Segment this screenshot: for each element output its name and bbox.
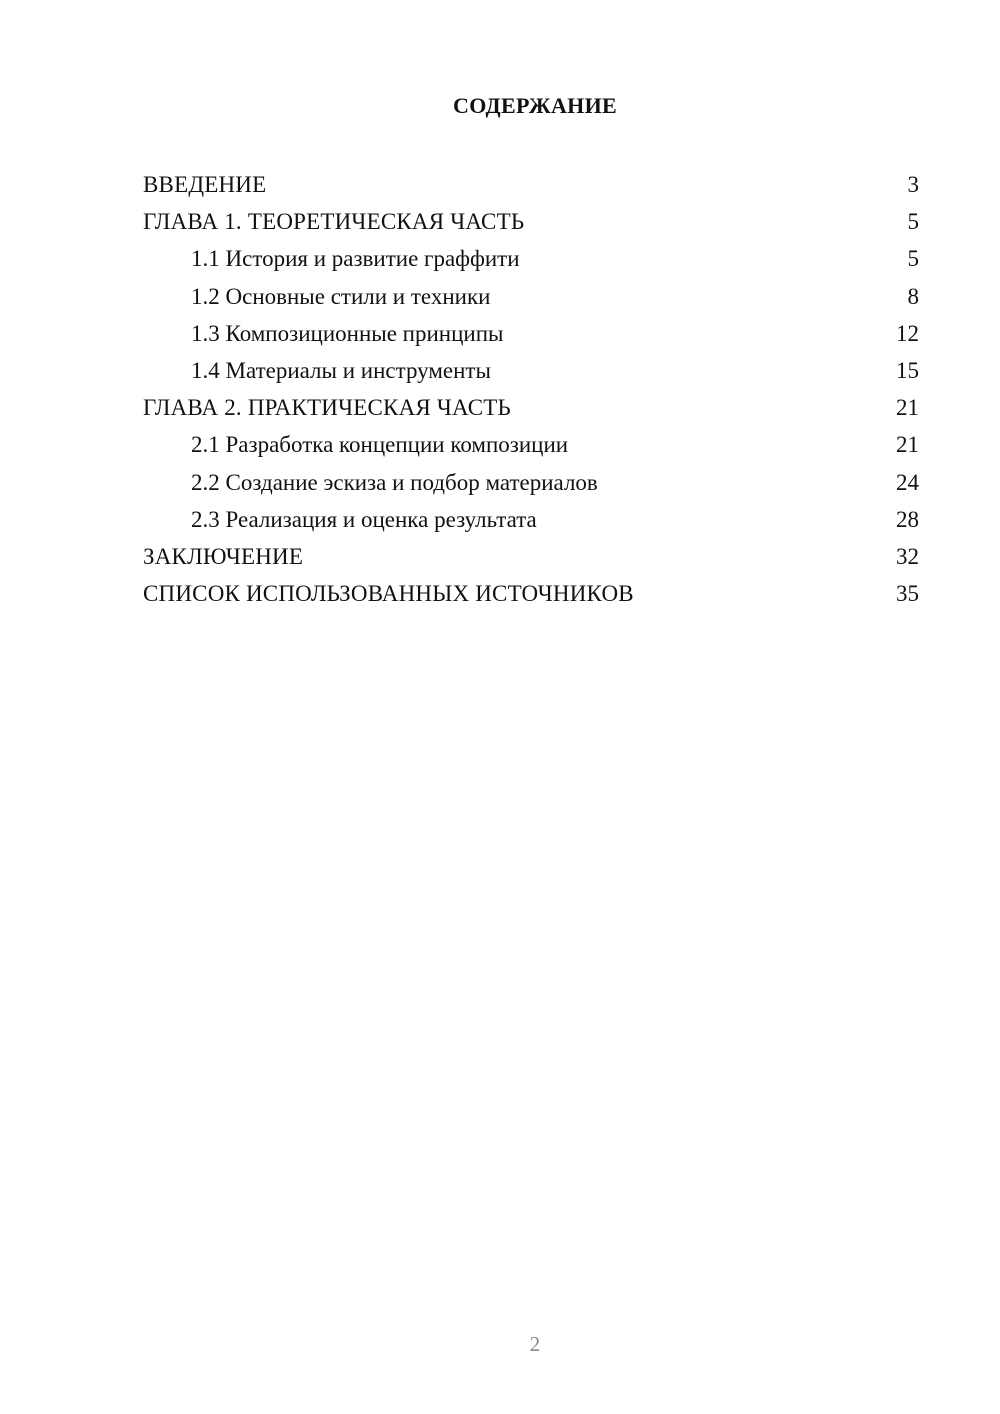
toc-entry-label: 1.3 Композиционные принципы <box>191 320 504 346</box>
toc-entry-page: 8 <box>907 283 919 309</box>
toc-entry-page: 28 <box>896 506 919 532</box>
toc-entry-section-1-4[interactable] <box>143 352 919 389</box>
toc-entry-label: ЗАКЛЮЧЕНИЕ <box>143 543 304 569</box>
toc-entry-label: 2.2 Создание эскиза и подбор материалов <box>191 469 598 495</box>
toc-entry-page: 24 <box>896 469 919 495</box>
toc-entry-section-1-3[interactable] <box>143 315 919 352</box>
table-of-contents <box>143 166 919 612</box>
toc-entry-page: 21 <box>896 395 919 421</box>
page-number: 2 <box>529 1332 541 1356</box>
toc-entry-introduction[interactable] <box>143 166 919 203</box>
toc-entry-section-2-2[interactable] <box>143 464 919 501</box>
toc-entry-label: 2.3 Реализация и оценка результата <box>191 506 537 532</box>
toc-entry-section-1-1[interactable] <box>143 240 919 277</box>
toc-entry-references[interactable] <box>143 575 919 612</box>
page-title: СОДЕРЖАНИЕ <box>453 93 617 118</box>
toc-entry-chapter-2[interactable] <box>143 389 919 426</box>
toc-entry-page: 5 <box>907 246 919 272</box>
toc-entry-page: 3 <box>907 172 919 197</box>
toc-entry-section-2-3[interactable] <box>143 501 919 538</box>
toc-entry-conclusion[interactable] <box>143 538 919 575</box>
toc-entry-page: 5 <box>907 209 919 235</box>
toc-entry-section-2-1[interactable] <box>143 426 919 463</box>
toc-entry-chapter-1[interactable] <box>143 203 919 240</box>
toc-entry-label: ГЛАВА 2. ПРАКТИЧЕСКАЯ ЧАСТЬ <box>143 395 511 421</box>
toc-entry-page: 35 <box>896 581 919 607</box>
toc-entry-section-1-2[interactable] <box>143 278 919 315</box>
toc-entry-label: 1.1 История и развитие граффити <box>191 246 520 272</box>
toc-entry-label: 2.1 Разработка концепции композиции <box>191 432 569 458</box>
toc-entry-label: ГЛАВА 1. ТЕОРЕТИЧЕСКАЯ ЧАСТЬ <box>143 209 525 235</box>
toc-entry-label: ВВЕДЕНИЕ <box>143 172 267 197</box>
toc-entry-page: 15 <box>896 357 919 383</box>
toc-entry-page: 21 <box>896 432 919 458</box>
toc-entry-label: 1.2 Основные стили и техники <box>191 283 491 309</box>
toc-entry-label: 1.4 Материалы и инструменты <box>191 357 491 383</box>
toc-entry-label: СПИСОК ИСПОЛЬЗОВАННЫХ ИСТОЧНИКОВ <box>143 581 634 607</box>
toc-entry-page: 32 <box>896 543 919 569</box>
toc-entry-page: 12 <box>896 320 919 346</box>
